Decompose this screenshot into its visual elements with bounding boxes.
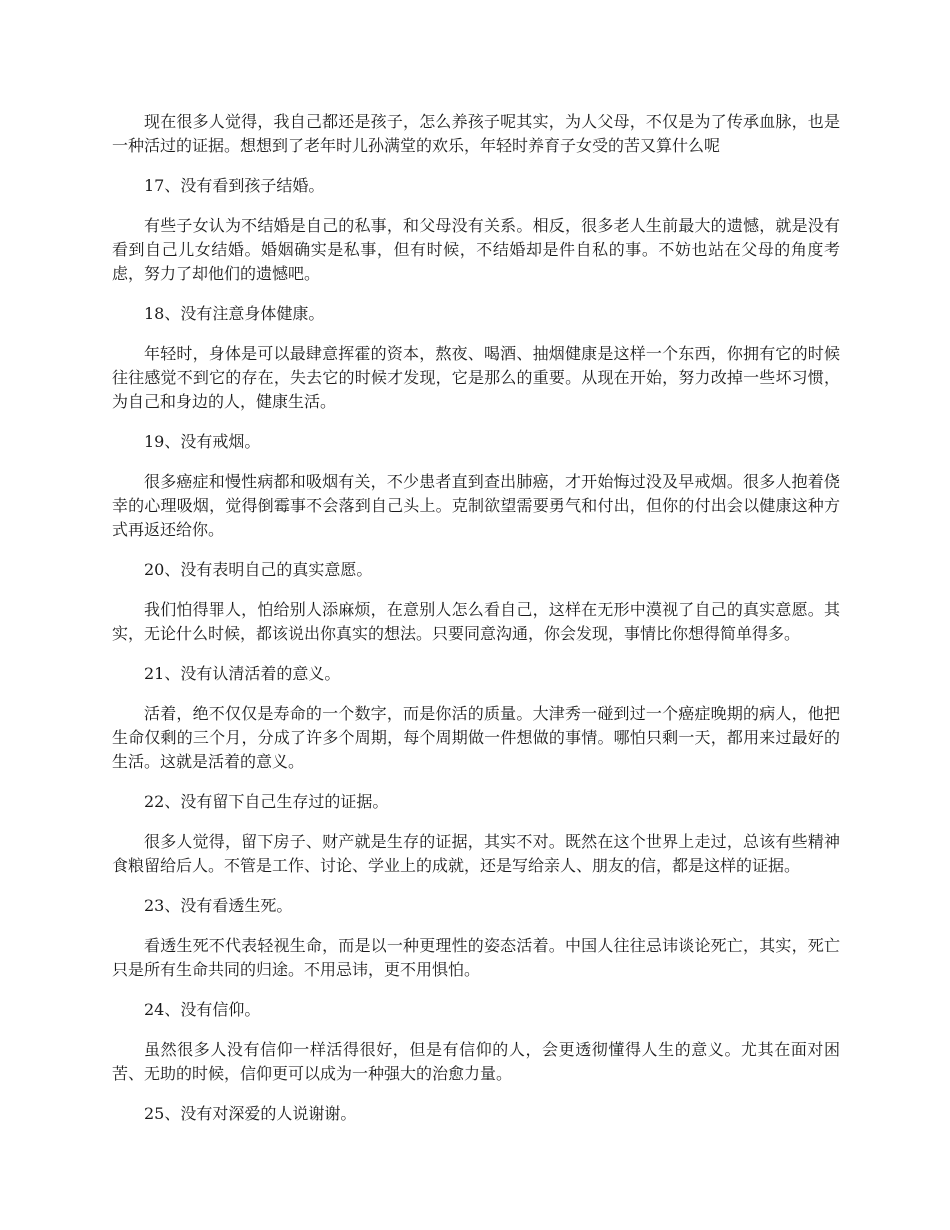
section-body-18: 年轻时，身体是可以最肆意挥霍的资本，熬夜、喝酒、抽烟健康是这样一个东西，你拥有它的时候往往感觉不到它的存在，失去它的时候才发现，它是那么的重要。从现在开始，努力改掉一些坏习惯，为自己和身边的人，健康生活。 [112, 344, 840, 411]
section-heading-21: 21、没有认清活着的意义。 [144, 664, 341, 683]
section-heading-20: 20、没有表明自己的真实意愿。 [144, 560, 373, 579]
section-body-23: 看透生死不代表轻视生命，而是以一种更理性的姿态活着。中国人往往忌讳谈论死亡，其实，死亡只是所有生命共同的归途。不用忌讳，更不用惧怕。 [112, 936, 840, 979]
section-body-17: 有些子女认为不结婚是自己的私事，和父母没有关系。相反，很多老人生前最大的遗憾，就是没有看到自己儿女结婚。婚姻确实是私事，但有时候，不结婚却是件自私的事。不妨也站在父母的角度考虑，努力了却他们的遗憾吧。 [112, 216, 840, 283]
section-body-19: 很多癌症和慢性病都和吸烟有关，不少患者直到查出肺癌，才开始悔过没及早戒烟。很多人抱着侥幸的心理吸烟，觉得倒霉事不会落到自己头上。克制欲望需要勇气和付出，但你的付出会以健康这种方式再返还给你。 [112, 472, 840, 539]
section-heading-17: 17、没有看到孩子结婚。 [144, 176, 325, 195]
section-body-22: 很多人觉得，留下房子、财产就是生存的证据，其实不对。既然在这个世界上走过，总该有些精神食粮留给后人。不管是工作、讨论、学业上的成就，还是写给亲人、朋友的信，都是这样的证据。 [112, 832, 840, 875]
intro-paragraph: 现在很多人觉得，我自己都还是孩子，怎么养孩子呢其实，为人父母，不仅是为了传承血脉，也是一种活过的证据。想想到了老年时儿孙满堂的欢乐，年轻时养育子女受的苦又算什么呢 [112, 112, 840, 155]
section-body-21: 活着，绝不仅仅是寿命的一个数字，而是你活的质量。大津秀一碰到过一个癌症晚期的病人，他把生命仅剩的三个月，分成了许多个周期，每个周期做一件想做的事情。哪怕只剩一天，都用来过最好的生活。这就是活着的意义。 [112, 704, 840, 771]
section-heading-23: 23、没有看透生死。 [144, 896, 293, 915]
section-body-24: 虽然很多人没有信仰一样活得很好，但是有信仰的人，会更透彻懂得人生的意义。尤其在面对困苦、无助的时候，信仰更可以成为一种强大的治愈力量。 [112, 1040, 840, 1083]
document-page [112, 110, 840, 1142]
section-heading-18: 18、没有注意身体健康。 [144, 304, 325, 323]
section-body-20: 我们怕得罪人，怕给别人添麻烦，在意别人怎么看自己，这样在无形中漠视了自己的真实意愿。其实，无论什么时候，都该说出你真实的想法。只要同意沟通，你会发现，事情比你想得简单得多。 [112, 600, 840, 643]
section-heading-25: 25、没有对深爱的人说谢谢。 [144, 1104, 357, 1123]
section-heading-19: 19、没有戒烟。 [144, 432, 261, 451]
section-heading-24: 24、没有信仰。 [144, 1000, 261, 1019]
section-heading-22: 22、没有留下自己生存过的证据。 [144, 792, 389, 811]
